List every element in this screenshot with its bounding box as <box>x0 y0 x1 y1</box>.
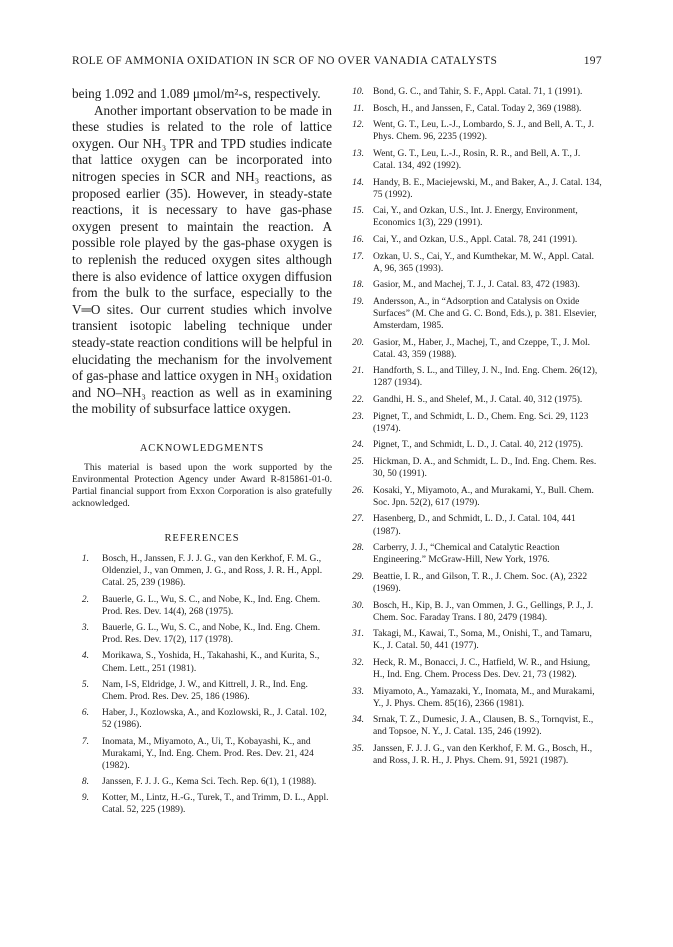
reference-item <box>348 743 602 767</box>
left-column <box>72 86 332 821</box>
reference-number: 10. <box>352 87 364 97</box>
reference-text: Handy, B. E., Maciejewski, M., and Baker, A., J. Catal. 134, 75 (1992). <box>373 177 602 200</box>
body-text <box>72 86 332 418</box>
reference-number: 2. <box>81 594 89 605</box>
reference-text: Kosaki, Y., Miyamoto, A., and Murakami, Y., Bull. Chem. Soc. Jpn. 52(2), 617 (1979). <box>373 485 594 508</box>
reference-item <box>72 594 332 618</box>
reference-text: Kotter, M., Lintz, H.-G., Turek, T., and Trimm, D. L., Appl. Catal. 52, 225 (1989). <box>102 793 329 816</box>
reference-number: 1. <box>81 554 89 565</box>
reference-number: 27. <box>352 514 364 525</box>
reference-text: Cai, Y., and Ozkan, U.S., Int. J. Energy, Environment, Economics 1(3), 229 (1991). <box>373 206 578 229</box>
reference-text: Bosch, H., and Janssen, F., Catal. Today 2, 369 (1988). <box>373 103 582 114</box>
reference-number: 20. <box>352 337 364 348</box>
reference-number: 33. <box>352 686 364 697</box>
reference-item <box>348 365 602 389</box>
reference-text: Janssen, F. J. J. G., van den Kerkhof, F. M. G., Bosch, H., and Ross, J. R. H., J. Phys. Chem. 91, 5921 (1987). <box>373 743 593 766</box>
reference-item <box>348 177 602 201</box>
references-list-left <box>72 553 332 816</box>
reference-number: 24. <box>352 440 364 451</box>
references-list-right <box>348 86 602 767</box>
reference-number: 26. <box>352 485 364 496</box>
reference-text: Takagi, M., Kawai, T., Soma, M., Onishi, T., and Tamaru, K., J. Catal. 50, 441 (1977). <box>373 629 592 652</box>
running-head-title: ROLE OF AMMONIA OXIDATION IN SCR OF NO OVER VANADIA CATALYSTS <box>72 55 498 67</box>
reference-item <box>348 714 602 738</box>
acknowledgments-heading: ACKNOWLEDGMENTS <box>139 442 265 454</box>
reference-number: 5. <box>81 679 89 690</box>
body-paragraph-2: Another important observation to be made in these studies is related to the role of lattice oxygen. Our NH₃ TPR and TPD studies indicate that lattice oxygen can be incorporated into nitrogen species in SCR and NH₃ reactions, as proposed earlier (35). However, in steady-state reactions, it is necessary to have gas-phase oxygen present to maintain the reaction. A possible role played by the gas-phase oxygen is to replenish the reduced oxygen sites although there is also evidence of lattice oxygen diffusion from the bulk to the surface, especially to the V═O sites. Our current studies which involve transient isotopic labeling technique under steady-state reaction conditions will be helpful in elucidating the mechanism for the involvement of gas-phase and lattice oxygen in NH₃ oxidation and NO–NH₃ reaction as well as in examining the mobility of subsurface lattice oxygen. <box>72 102 333 417</box>
references-heading: REFERENCES <box>164 533 240 545</box>
reference-item <box>348 86 602 98</box>
reference-text: Bauerle, G. L., Wu, S. C., and Nobe, K., Ind. Eng. Chem. Prod. Res. Dev. 17(2), 117 (1978). <box>102 623 321 646</box>
reference-item <box>72 553 332 589</box>
reference-number: 9. <box>81 793 89 804</box>
acknowledgments-text: This material is based upon the work supported by the Environmental Protection Agency under Award R-815861-01-0. Partial financial support from Exxon Corporation is also gratefully acknowledged. <box>72 461 332 510</box>
reference-item <box>348 119 602 143</box>
reference-item <box>348 456 602 480</box>
reference-number: 7. <box>81 736 89 747</box>
reference-text: Went, G. T., Leu, L.-J., Rosin, R. R., and Bell, A. T., J. Catal. 134, 492 (1992). <box>373 148 581 172</box>
reference-text: Bosch, H., Kip, B. J., van Ommen, J. G., Gellings, P. J., J. Chem. Soc. Faraday Trans. I 80, 2479 (1984). <box>373 600 594 623</box>
reference-text: Inomata, M., Miyamoto, A., Ui, T., Kobayashi, K., and Murakami, Y., Ind. Eng. Chem. Prod. Res. Dev. 21, 424 (1982). <box>102 736 314 771</box>
reference-text: Went, G. T., Leu, L.-J., Lombardo, S. J., and Bell, A. T., J. Phys. Chem. 96, 2235 (1992). <box>373 120 594 143</box>
reference-number: 16. <box>352 235 364 246</box>
reference-number: 25. <box>352 457 364 468</box>
page-number: 197 <box>583 55 602 67</box>
reference-text: Andersson, A., in “Adsorption and Catalysis on Oxide Surfaces” (M. Che and G. C. Bond, Eds.), p. 381. Elsevier, Amsterdam, 1985. <box>373 297 597 332</box>
reference-item <box>348 279 602 291</box>
reference-number: 18. <box>352 280 364 291</box>
reference-number: 35. <box>352 743 364 754</box>
reference-number: 19. <box>352 297 364 307</box>
reference-item <box>72 792 332 816</box>
reference-text: Srnak, T. Z., Dumesic, J. A., Clausen, B. S., Tornqvist, E., and Topsoe, N. Y., J. Catal. 135, 246 (1992). <box>373 715 594 738</box>
reference-text: Ozkan, U. S., Cai, Y., and Kumthekar, M. W., Appl. Catal. A, 96, 365 (1993). <box>373 251 595 274</box>
reference-text: Miyamoto, A., Yamazaki, Y., Inomata, M., and Murakami, Y., J. Phys. Chem. 85(16), 2366 (1981). <box>373 686 595 709</box>
reference-text: Pignet, T., and Schmidt, L. D., J. Catal. 40, 212 (1975). <box>373 440 583 451</box>
reference-item <box>72 776 332 788</box>
reference-number: 21. <box>352 366 364 377</box>
reference-text: Bond, G. C., and Tahir, S. F., Appl. Catal. 71, 1 (1991). <box>373 87 583 97</box>
reference-text: Hickman, D. A., and Schmidt, L. D., Ind. Eng. Chem. Res. 30, 50 (1991). <box>373 457 597 480</box>
reference-number: 30. <box>352 600 364 611</box>
reference-item <box>348 337 602 361</box>
reference-text: Heck, R. M., Bonacci, J. C., Hatfield, W. R., and Hsiung, H., Ind. Eng. Chem. Process Des. Dev. 21, 73 (1982). <box>373 657 591 680</box>
reference-item <box>72 650 332 674</box>
reference-item <box>348 296 602 332</box>
reference-item <box>348 411 602 435</box>
reference-item <box>348 686 602 710</box>
reference-number: 17. <box>352 251 364 262</box>
reference-number: 3. <box>81 623 89 634</box>
reference-text: Nam, I-S, Eldridge, J. W., and Kittrell, J. R., Ind. Eng. Chem. Prod. Res. Dev. 25, 186 (1986). <box>102 679 308 702</box>
reference-number: 11. <box>352 103 364 114</box>
reference-number: 13. <box>352 148 364 159</box>
reference-text: Carberry, J. J., “Chemical and Catalytic Reaction Engineering.” McGraw-Hill, New York, 1976. <box>373 543 560 566</box>
reference-text: Hasenberg, D., and Schmidt, L. D., J. Catal. 104, 441 (1987). <box>373 514 576 537</box>
reference-number: 32. <box>352 657 364 668</box>
reference-text: Gasior, M., Haber, J., Machej, T., and Czeppe, T., J. Mol. Catal. 43, 359 (1988). <box>373 337 590 360</box>
reference-text: Pignet, T., and Schmidt, L. D., Chem. Eng. Sci. 29, 1123 (1974). <box>373 411 589 434</box>
reference-number: 12. <box>352 120 364 131</box>
reference-text: Bosch, H., Janssen, F. J. J. G., van den Kerkhof, F. M. G., Oldenziel, J., van Ommen, J. G., and Ross, J. R. H., Appl. Catal. 25, 239 (1986). <box>102 554 323 589</box>
reference-item <box>348 600 602 624</box>
reference-text: Beattie, I. R., and Gilson, T. R., J. Chem. Soc. (A), 2322 (1969). <box>373 571 588 594</box>
reference-item <box>348 103 602 115</box>
reference-item <box>348 542 602 566</box>
reference-item <box>348 234 602 246</box>
reference-number: 34. <box>352 715 364 726</box>
reference-number: 28. <box>352 543 364 554</box>
reference-item <box>348 571 602 595</box>
reference-number: 14. <box>352 177 364 188</box>
reference-number: 8. <box>81 777 89 788</box>
reference-item <box>72 736 332 772</box>
reference-item <box>348 148 602 172</box>
reference-item <box>348 628 602 652</box>
reference-text: Cai, Y., and Ozkan, U.S., Appl. Catal. 78, 241 (1991). <box>373 235 578 246</box>
reference-item <box>348 657 602 681</box>
reference-text: Haber, J., Kozlowska, A., and Kozlowski, R., J. Catal. 102, 52 (1986). <box>102 708 327 731</box>
reference-number: 4. <box>81 651 89 662</box>
reference-text: Janssen, F. J. J. G., Kema Sci. Tech. Rep. 6(1), 1 (1988). <box>102 777 317 788</box>
body-paragraph-1: being 1.092 and 1.089 μmol/m²-s, respectively. <box>72 86 321 101</box>
reference-item <box>72 707 332 731</box>
reference-item <box>348 205 602 229</box>
reference-item <box>348 485 602 509</box>
reference-text: Bauerle, G. L., Wu, S. C., and Nobe, K., Ind. Eng. Chem. Prod. Res. Dev. 14(4), 268 (1975). <box>102 594 321 617</box>
reference-item <box>348 439 602 451</box>
reference-number: 15. <box>352 206 364 217</box>
reference-text: Gasior, M., and Machej, T. J., J. Catal. 83, 472 (1983). <box>373 280 580 291</box>
reference-text: Gandhi, H. S., and Shelef, M., J. Catal. 40, 312 (1975). <box>373 395 583 406</box>
reference-number: 31. <box>352 629 364 640</box>
reference-item <box>72 679 332 703</box>
reference-number: 23. <box>352 411 364 422</box>
reference-number: 29. <box>352 571 364 582</box>
reference-text: Handforth, S. L., and Tilley, J. N., Ind. Eng. Chem. 26(12), 1287 (1934). <box>373 366 598 389</box>
reference-item <box>72 622 332 646</box>
reference-number: 6. <box>81 708 89 719</box>
right-column <box>348 86 602 772</box>
reference-item <box>348 394 602 406</box>
reference-text: Morikawa, S., Yoshida, H., Takahashi, K., and Kurita, S., Chem. Lett., 251 (1981). <box>102 651 320 674</box>
reference-number: 22. <box>352 395 364 406</box>
reference-item <box>348 513 602 537</box>
reference-item <box>348 251 602 275</box>
